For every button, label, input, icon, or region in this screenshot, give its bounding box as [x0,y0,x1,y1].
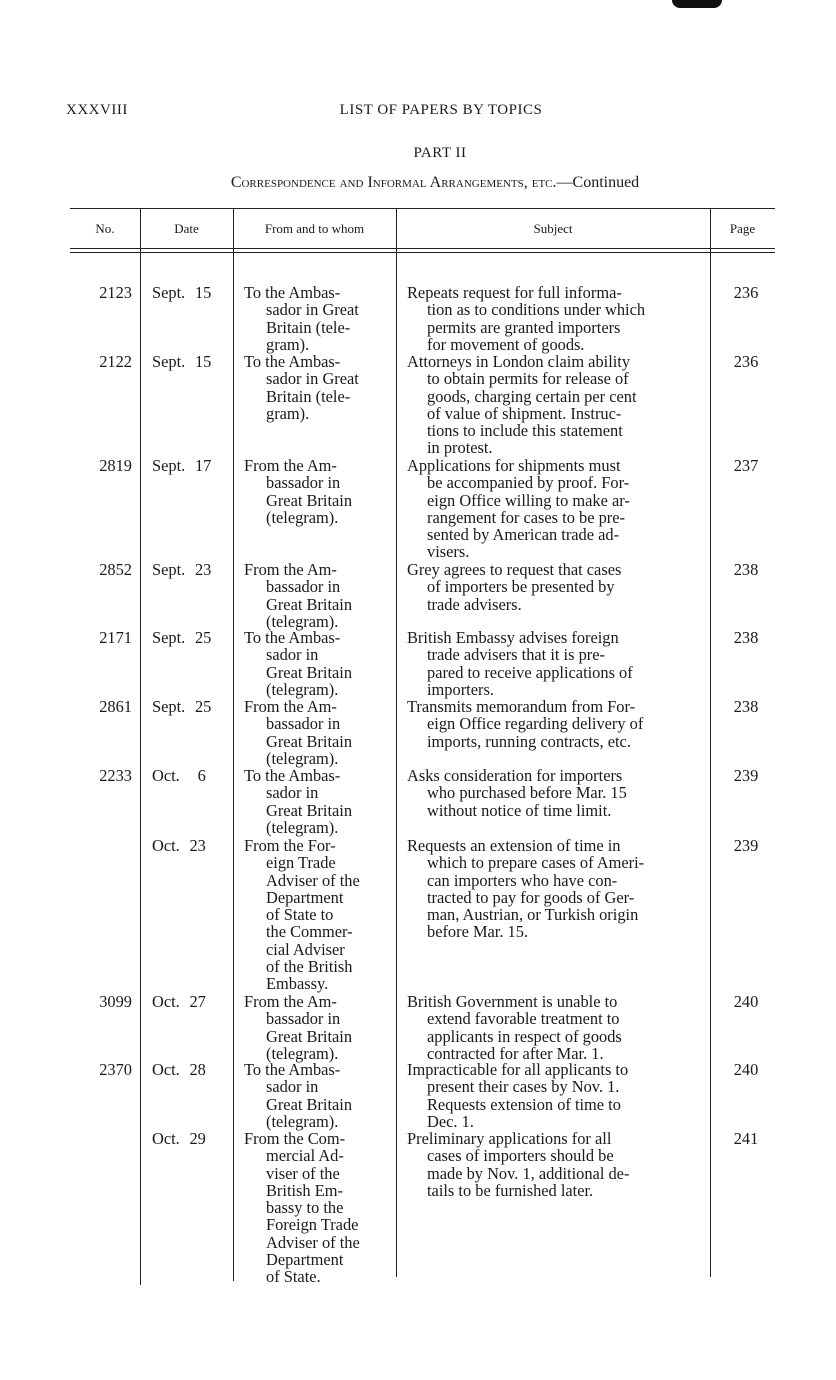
from-line: of State to [266,905,334,925]
from-to-whom [244,353,392,422]
from-line: Great Britain [266,1026,353,1046]
subject-line: British Government is unable to [407,992,618,1011]
from-to-whom [244,561,392,630]
paper-date [152,993,224,1010]
paper-number: 2123 [99,283,132,302]
from-line: To the Ambas- [244,766,341,785]
from-to-whom [244,284,392,353]
from-to-whom [244,629,392,698]
subject-line: pared to receive applications of [427,662,633,682]
date-month: Sept. [152,352,190,371]
subject-line: Transmits memorandum from For- [407,697,636,716]
subject [407,767,705,819]
from-line: From the Am- [244,992,337,1011]
from-line: viser of the [266,1163,340,1183]
from-line: To the Ambas- [244,628,341,647]
date-day: 23 [194,560,212,579]
paper-date [152,837,224,854]
subject-line: Preliminary applications for all [407,1129,612,1148]
paper-number: 2852 [99,560,132,579]
subject-line: trade advisers that it is pre- [427,645,605,665]
paper-date [152,698,224,715]
date-day: 27 [189,992,206,1011]
page-number: 236 [733,352,759,371]
folio: XXXVIII [66,102,128,118]
col-divider-no-date [140,208,141,1285]
from-line: Great Britain [266,1094,353,1114]
subject-line: extend favorable treatment to [427,1009,620,1029]
subject-line: which to prepare cases of Ameri- [427,853,645,873]
subject-line: tion as to conditions under which [427,300,646,320]
table-top-rule [70,208,775,209]
section-title-text: Correspondence and Informal Arrangements, etc. [230,174,557,191]
from-line: sador in Great [266,369,359,389]
papers-table [70,208,775,1288]
paper-date [152,561,224,578]
subject-line: Requests an extension of time in [407,836,621,855]
from-line: (telegram). [266,679,339,699]
subject-line: tails to be furnished later. [427,1180,594,1200]
section-title-continued: —Continued [556,174,640,191]
subject-line: can importers who have con- [427,870,618,890]
subject-line: goods, charging certain per cent [427,386,637,406]
column-header-no: No. [95,221,115,236]
from-line: eign Trade [266,853,336,873]
from-line: sador in [266,783,319,803]
subject-line: Grey agrees to request that cases [407,560,622,579]
subject [407,629,705,698]
date-day: 15 [194,283,212,302]
date-month: Sept. [152,283,190,302]
subject [407,561,705,613]
page-number: 239 [733,766,759,785]
from-line: Adviser of the [266,870,360,890]
from-line: From the Am- [244,697,337,716]
from-line: Department [266,1250,344,1270]
from-line: (telegram). [266,1043,339,1063]
subject-line: imports, running contracts, etc. [427,731,631,751]
from-line: British Em- [266,1180,343,1200]
subject-line: Attorneys in London claim ability [407,352,631,371]
subject-line: importers. [427,679,494,699]
date-month: Oct. [152,992,184,1011]
subject-line: who purchased before Mar. 15 [427,783,627,803]
date-month: Oct. [152,1060,184,1079]
subject-line: applicants in respect of goods [427,1026,622,1046]
from-line: From the For- [244,836,336,855]
subject-line: tracted to pay for goods of Ger- [427,887,635,907]
paper-date [152,1061,224,1078]
from-line: (telegram). [266,1111,339,1131]
subject-line: tions to include this statement [427,421,623,441]
date-month: Oct. [152,766,184,785]
subject-line: without notice of time limit. [427,800,612,820]
subject-line: Repeats request for full informa- [407,283,622,302]
from-line: the Commer- [266,922,353,942]
subject-line: be accompanied by proof. For- [427,473,630,493]
from-line: bassador in [266,1009,341,1029]
subject-line: Impracticable for all applicants to [407,1060,629,1079]
from-line: Great Britain [266,731,353,751]
subject [407,353,705,457]
from-line: To the Ambas- [244,1060,341,1079]
page-number: 241 [733,1129,759,1148]
subject-line: eign Office willing to make ar- [427,490,630,510]
subject-line: contracted for after Mar. 1. [427,1043,604,1063]
from-line: Department [266,887,344,907]
from-line: sador in [266,1077,319,1097]
from-line: gram). [266,403,310,423]
from-line: Britain (tele- [266,317,351,337]
paper-date [152,629,224,646]
from-line: (telegram). [266,507,339,527]
part-title: PART II [413,145,467,161]
from-to-whom [244,837,392,993]
paper-number: 3099 [99,992,132,1011]
column-header-subject: Subject [533,221,573,236]
column-header-from: From and to whom [264,221,365,236]
column-header-date: Date [174,221,199,236]
page-number: 239 [733,836,759,855]
subject-line: Applications for shipments must [407,456,621,475]
section-title [70,174,710,192]
paper-date [152,767,224,784]
from-line: mercial Ad- [266,1146,344,1166]
from-line: (telegram). [266,817,339,837]
date-month: Oct. [152,836,184,855]
from-to-whom [244,1061,392,1130]
paper-number: 2171 [99,628,132,647]
subject-line: before Mar. 15. [427,922,529,942]
date-day: 17 [194,456,212,475]
page-number: 238 [733,628,759,647]
from-line: of State. [266,1267,321,1287]
from-line: bassador in [266,473,341,493]
paper-date [152,457,224,474]
paper-number: 2122 [99,352,132,371]
subject-line: eign Office regarding delivery of [427,714,644,734]
subject-line: Dec. 1. [427,1111,474,1131]
subject-line: visers. [427,542,470,562]
subject-line: Asks consideration for importers [407,766,623,785]
subject-line: of importers be presented by [427,577,615,597]
from-line: Britain (tele- [266,386,351,406]
from-line: From the Com- [244,1129,346,1148]
subject-line: to obtain permits for release of [427,369,629,389]
page-number: 240 [733,992,759,1011]
paper-number: 2861 [99,697,132,716]
paper-date [152,353,224,370]
date-day: 28 [189,1060,206,1079]
subject-line: present their cases by Nov. 1. [427,1077,620,1097]
from-line: (telegram). [266,611,339,631]
date-day: 23 [189,836,206,855]
from-line: bassador in [266,577,341,597]
paper-number: 2819 [99,456,132,475]
date-month: Sept. [152,628,190,647]
date-month: Oct. [152,1129,184,1148]
from-line: sador in Great [266,300,359,320]
subject [407,698,705,750]
from-to-whom [244,457,392,526]
date-day: 6 [197,766,206,785]
date-day: 15 [194,352,212,371]
from-line: From the Am- [244,456,337,475]
subject-line: cases of importers should be [427,1146,614,1166]
from-line: Foreign Trade [266,1215,359,1235]
col-divider-subject-page [710,208,711,1277]
paper-date [152,1130,224,1147]
running-title: LIST OF PAPERS BY TOPICS [339,102,543,118]
subject [407,1061,705,1130]
subject-line: sented by American trade ad- [427,525,620,545]
subject-line: trade advisers. [427,594,522,614]
from-to-whom [244,993,392,1062]
subject [407,993,705,1062]
from-line: From the Am- [244,560,337,579]
date-day: 29 [189,1129,206,1148]
subject [407,457,705,561]
ink-blot [672,0,722,8]
subject [407,1130,705,1199]
col-divider-date-from [233,208,234,1281]
from-to-whom [244,1130,392,1286]
subject [407,284,705,353]
from-line: gram). [266,334,310,354]
subject-line: Requests extension of time to [427,1094,621,1114]
page-number: 238 [733,560,759,579]
date-day: 25 [194,628,212,647]
subject-line: rangement for cases to be pre- [427,507,625,527]
date-month: Sept. [152,697,190,716]
subject-line: for movement of goods. [427,334,585,354]
from-line: To the Ambas- [244,283,341,302]
from-line: Great Britain [266,594,353,614]
page-number: 236 [733,283,759,302]
subject-line: made by Nov. 1, additional de- [427,1163,630,1183]
subject-line: of value of shipment. Instruc- [427,403,622,423]
from-to-whom [244,698,392,767]
page-number: 238 [733,697,759,716]
header-rule-double [70,252,775,253]
page-number: 240 [733,1060,759,1079]
from-to-whom [244,767,392,836]
from-line: (telegram). [266,748,339,768]
date-day: 25 [194,697,212,716]
from-line: bassy to the [266,1198,344,1218]
subject-line: British Embassy advises foreign [407,628,619,647]
subject-line: man, Austrian, or Turkish origin [427,905,639,925]
from-line: Great Britain [266,662,353,682]
page-number: 237 [733,456,759,475]
from-line: cial Adviser [266,939,345,959]
from-line: Great Britain [266,490,353,510]
paper-number: 2370 [99,1060,132,1079]
from-line: Great Britain [266,800,353,820]
subject-line: in protest. [427,438,493,458]
date-month: Sept. [152,560,190,579]
paper-date [152,284,224,301]
paper-number: 2233 [99,766,132,785]
from-line: of the British [266,957,353,977]
from-line: sador in [266,645,319,665]
column-header-page: Page [729,221,756,236]
col-divider-from-subject [396,208,397,1277]
from-line: Adviser of the [266,1232,360,1252]
from-line: Embassy. [266,974,329,994]
subject [407,837,705,941]
header-rule [70,248,775,249]
from-line: bassador in [266,714,341,734]
date-month: Sept. [152,456,190,475]
subject-line: permits are granted importers [427,317,621,337]
from-line: To the Ambas- [244,352,341,371]
